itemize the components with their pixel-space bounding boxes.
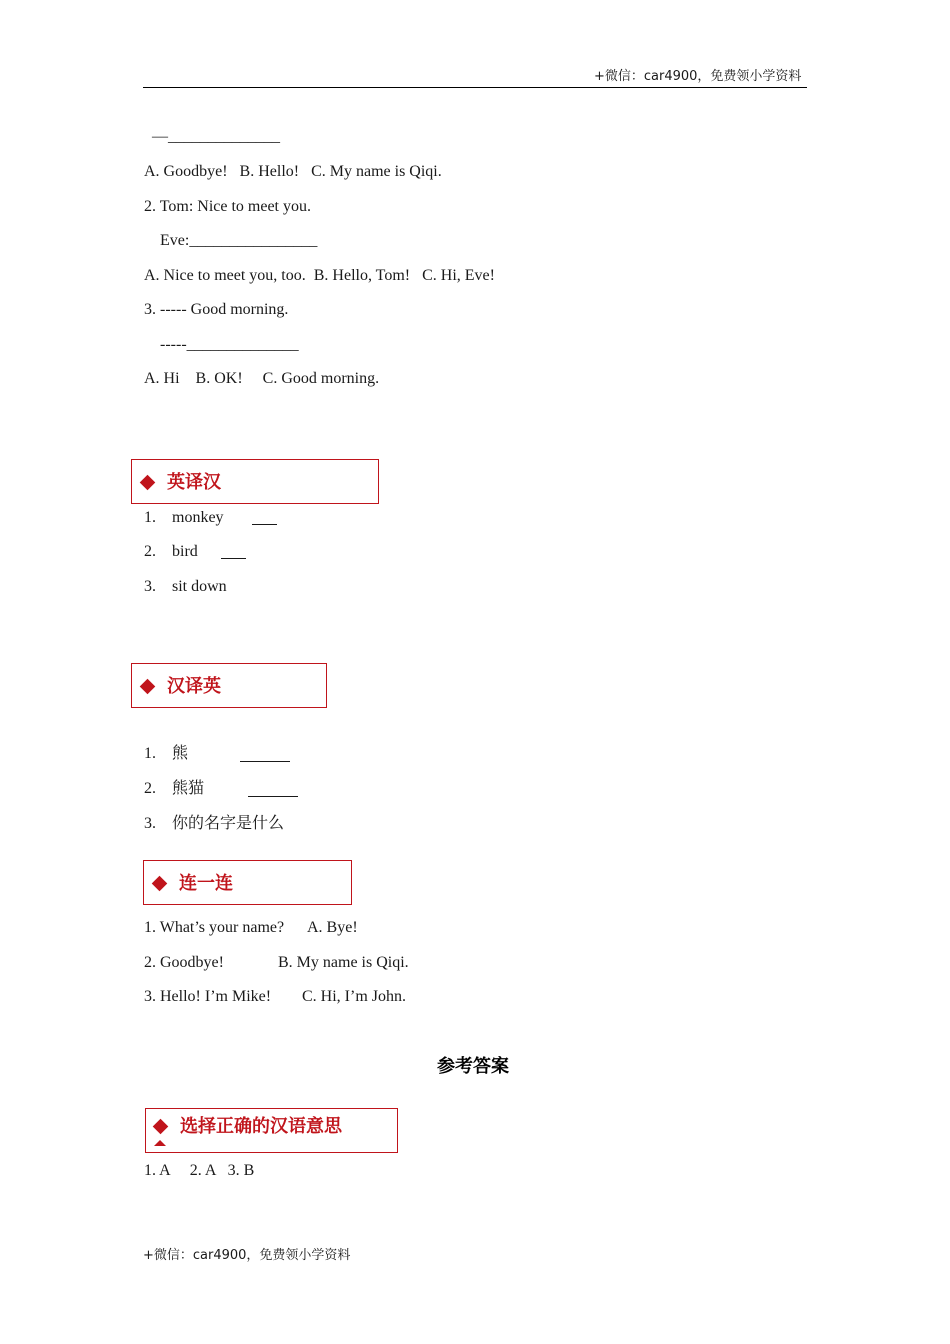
- q2-prompt: 2. Tom: Nice to meet you.: [144, 198, 311, 215]
- match-left-item: 1. What’s your name?: [144, 919, 285, 936]
- q2-options: A. Nice to meet you, too. B. Hello, Tom! C. Hi, Eve!: [144, 267, 495, 284]
- list-item-text: sit down: [172, 578, 227, 595]
- list-item-number: 3.: [144, 578, 156, 595]
- list-item-text: 熊猫: [172, 778, 205, 797]
- list-item-text: 熊: [172, 743, 189, 762]
- section-box-match: [143, 860, 352, 905]
- q3-answer-line: -----______________: [160, 336, 299, 353]
- q1-options: A. Goodbye! B. Hello! C. My name is Qiqi.: [144, 163, 442, 180]
- answer-blank: [240, 761, 290, 762]
- match-left-item: 2. Goodbye!: [144, 954, 224, 971]
- match-left-item: 3. Hello! I’m Mike!: [144, 988, 272, 1005]
- footer-text: +微信：car4900，免费领小学资料: [143, 1248, 351, 1263]
- q3-prompt: 3. ----- Good morning.: [144, 301, 289, 318]
- list-item-number: 1.: [144, 745, 156, 762]
- list-item-number: 3.: [144, 815, 156, 832]
- header-rule: [143, 87, 807, 88]
- section-box-zh-en: [131, 663, 327, 708]
- list-item-number: 1.: [144, 509, 156, 526]
- section-title-match: 连一连: [179, 873, 233, 894]
- section-title-zh-en: 汉译英: [167, 676, 221, 697]
- answer-blank: [221, 558, 246, 559]
- list-item-number: 2.: [144, 780, 156, 797]
- header-text: +微信：car4900，免费领小学资料: [594, 69, 802, 84]
- match-right-item: B. My name is Qiqi.: [278, 954, 409, 971]
- section-title-answers: 选择正确的汉语意思: [180, 1116, 342, 1137]
- section-title-en-zh: 英译汉: [167, 472, 221, 493]
- answers-heading: 参考答案: [437, 1056, 509, 1077]
- list-item-text: monkey: [172, 509, 224, 526]
- answer-blank: [252, 524, 277, 525]
- q3-options: A. Hi B. OK! C. Good morning.: [144, 370, 380, 387]
- match-right-item: C. Hi, I’m John.: [302, 988, 406, 1005]
- list-item-number: 2.: [144, 543, 156, 560]
- list-item-text: bird: [172, 543, 198, 560]
- answers-line: 1. A 2. A 3. B: [144, 1162, 255, 1179]
- q1-answer-line: —______________: [152, 128, 280, 145]
- triangle-icon: [154, 1140, 166, 1146]
- match-right-item: A. Bye!: [307, 919, 358, 936]
- q2-answer-line: Eve:________________: [160, 232, 318, 249]
- list-item-text: 你的名字是什么: [172, 813, 285, 832]
- answer-blank: [248, 796, 298, 797]
